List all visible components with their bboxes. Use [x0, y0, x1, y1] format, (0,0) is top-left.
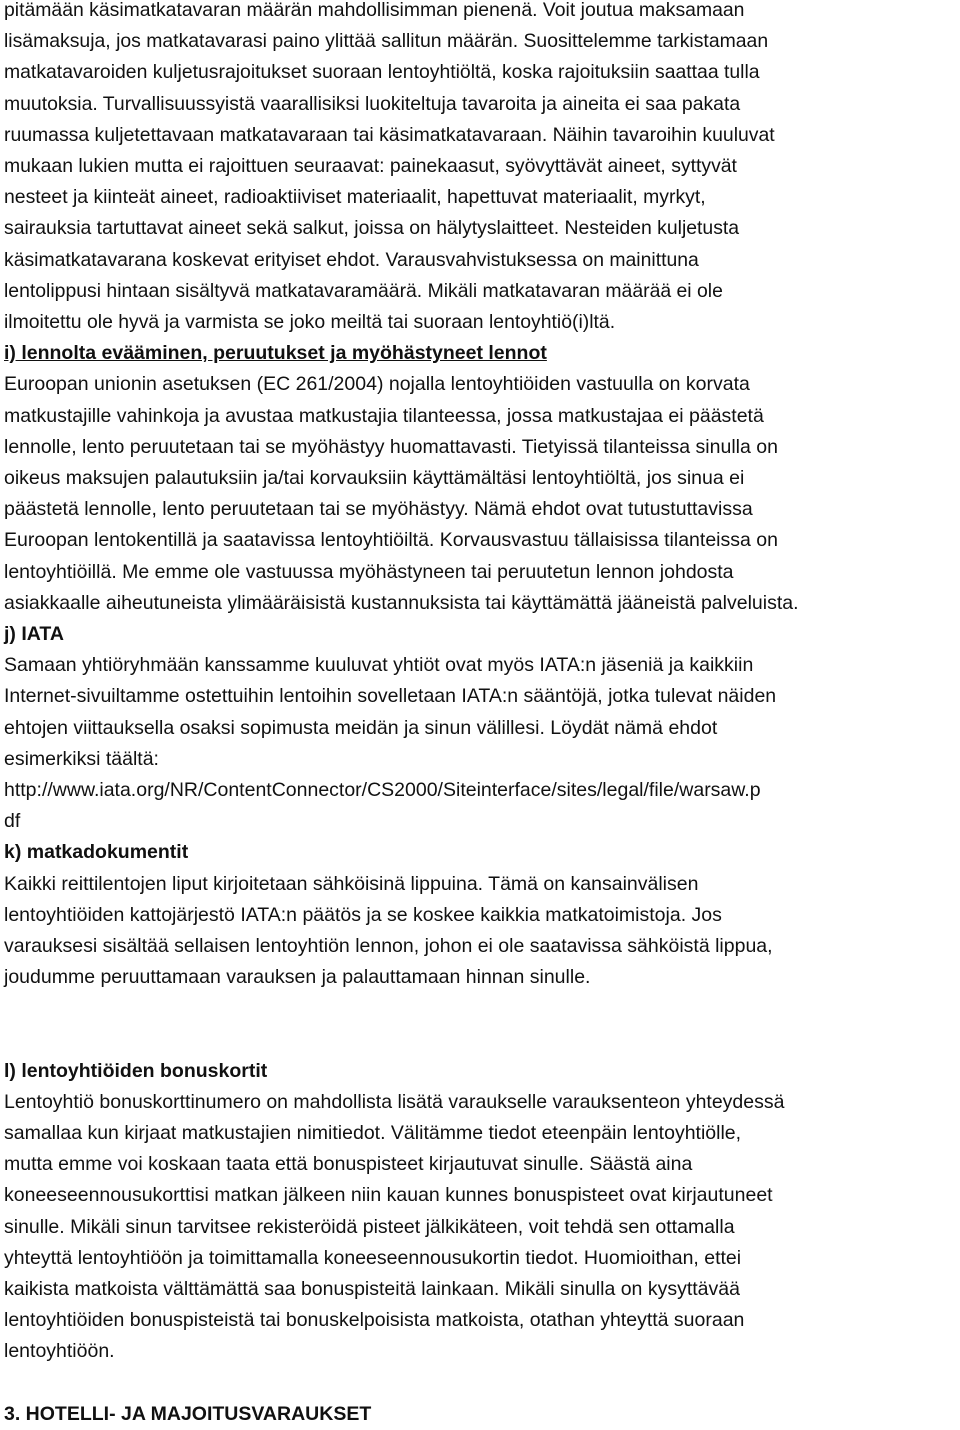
section-spacer — [4, 994, 960, 1056]
document-page — [4, 0, 960, 1430]
section-heading-documents: k) matkadokumentit — [4, 841, 189, 864]
section-heading-hotel: 3. HOTELLI- JA MAJOITUSVARAUKSET — [4, 1402, 372, 1425]
section-spacer — [4, 1368, 960, 1399]
section-heading-boarding: i) lennolta evääminen, peruutukset ja myöhästyneet lennot — [4, 342, 547, 365]
iata-paragraph: Samaan yhtiöryhmään kanssamme kuuluvat yhtiöt ovat myös IATA:n jäseniä ja kaikkiin Internet-sivuiltamme ostettuihin lentoihin sovelletaan IATA:n sääntöjä, jotka tulevat näiden ehtojen viittauksella osaksi sopimusta meidän ja sinun välillesi. Löydät nämä ehdot esimerkiksi täältä: http://www.iata.org/NR/ContentConnector/CS2000/Siteinterface/sites/legal/file/warsaw.p df — [4, 654, 777, 833]
boarding-paragraph: Euroopan unionin asetuksen (EC 261/2004) nojalla lentoyhtiöiden vastuulla on korvata matkustajille vahinkoja ja avustaa matkustajia tilanteessa, jossa matkustajaa ei päästetä lennolle, lento peruutetaan tai se myöhästyy huomattavasti. Tietyissä tilanteissa sinulla on oikeus maksujen palautuksiin ja/tai korvauksiin käyttämältäsi lentoyhtiöltä, jos sinua ei päästetä lennolle, lento peruutetaan tai se myöhästyy. Nämä ehdot ovat tutustuttavissa Euroopan lentokentillä ja saatavissa lentoyhtiöiltä. Korvausvastuu tällaisissa tilanteissa on lentoyhtiöillä. Me emme ole vastuussa myöhästyneen tai peruutetun lennon johdosta asiakkaalle aiheutuneista ylimääräisistä kustannuksista tai käyttämättä jääneistä palveluista. — [4, 373, 799, 614]
baggage-paragraph: pitämään käsimatkatavaran määrän mahdollisimman pienenä. Voit joutua maksamaan lisämaksuja, jos matkatavarasi paino ylittää sallitun määrän. Suosittelemme tarkistamaan matkatavaroiden kuljetusrajoitukset suoraan lentoyhtiöltä, koska rajoituksiin saattaa tulla muutoksia. Turvallisuussyistä vaarallisiksi luokiteltuja tavaroita ja aineita ei saa pakata ruumassa kuljetettavaan matkatavaraan tai käsimatkatavaraan. Näihin tavaroihin kuuluvat mukaan lukien mutta ei rajoittuen seuraavat: painekaasut, syövyttävät aineet, syttyvät nesteet ja kiinteät aineet, radioaktiiviset materiaalit, hapettuvat materiaalit, myrkyt, sairauksia tartuttavat aineet sekä salkut, joissa on hälytyslaitteet. Nesteiden kuljetusta käsimatkatavarana koskevat erityiset ehdot. Varausvahvistuksessa on mainittuna lentolippusi hintaan sisältyvä matkatavaramäärä. Mikäli matkatavaran määrää ei ole ilmoitettu ole hyvä ja varmista se joko meiltä tai suoraan lentoyhtiö(i)ltä. — [4, 0, 775, 334]
documents-paragraph: Kaikki reittilentojen liput kirjoitetaan sähköisinä lippuina. Tämä on kansainvälisen lentoyhtiöiden kattojärjestö IATA:n päätös ja se koskee kaikkia matkatoimistoja. Jos varauksesi sisältää sellaisen lentoyhtiön lennon, johon ei ole saatavissa sähköistä lippua, joudumme peruuttamaan varauksen ja palauttamaan hinnan sinulle. — [4, 872, 773, 989]
section-heading-bonus: l) lentoyhtiöiden bonuskortit — [4, 1059, 268, 1082]
section-heading-iata: j) IATA — [4, 623, 64, 646]
bonus-paragraph: Lentoyhtiö bonuskorttinumero on mahdollista lisätä varaukselle varauksenteon yhteydessä samallaa kun kirjaat matkustajien nimitiedot. Välitämme tiedot eteenpäin lentoyhtiölle, mutta emme voi koskaan taata että bonuspisteet kirjautuvat sinulle. Säästä aina koneeseennousukorttisi matkan jälkeen niin kauan kunnes bonuspisteet ovat kirjautuneet sinulle. Mikäli sinun tarvitsee rekisteröidä pisteet jälkikäteen, voit tehdä sen ottamalla yhteyttä lentoyhtiöön ja toimittamalla koneeseennousukortin tiedot. Huomioithan, ettei kaikista matkoista välttämättä saa bonuspisteitä lainkaan. Mikäli sinulla on kysyttävää lentoyhtiöiden bonuspisteistä tai bonuskelpoisista matkoista, otathan yhteyttä suoraan lentoyhtiöön. — [4, 1090, 785, 1363]
